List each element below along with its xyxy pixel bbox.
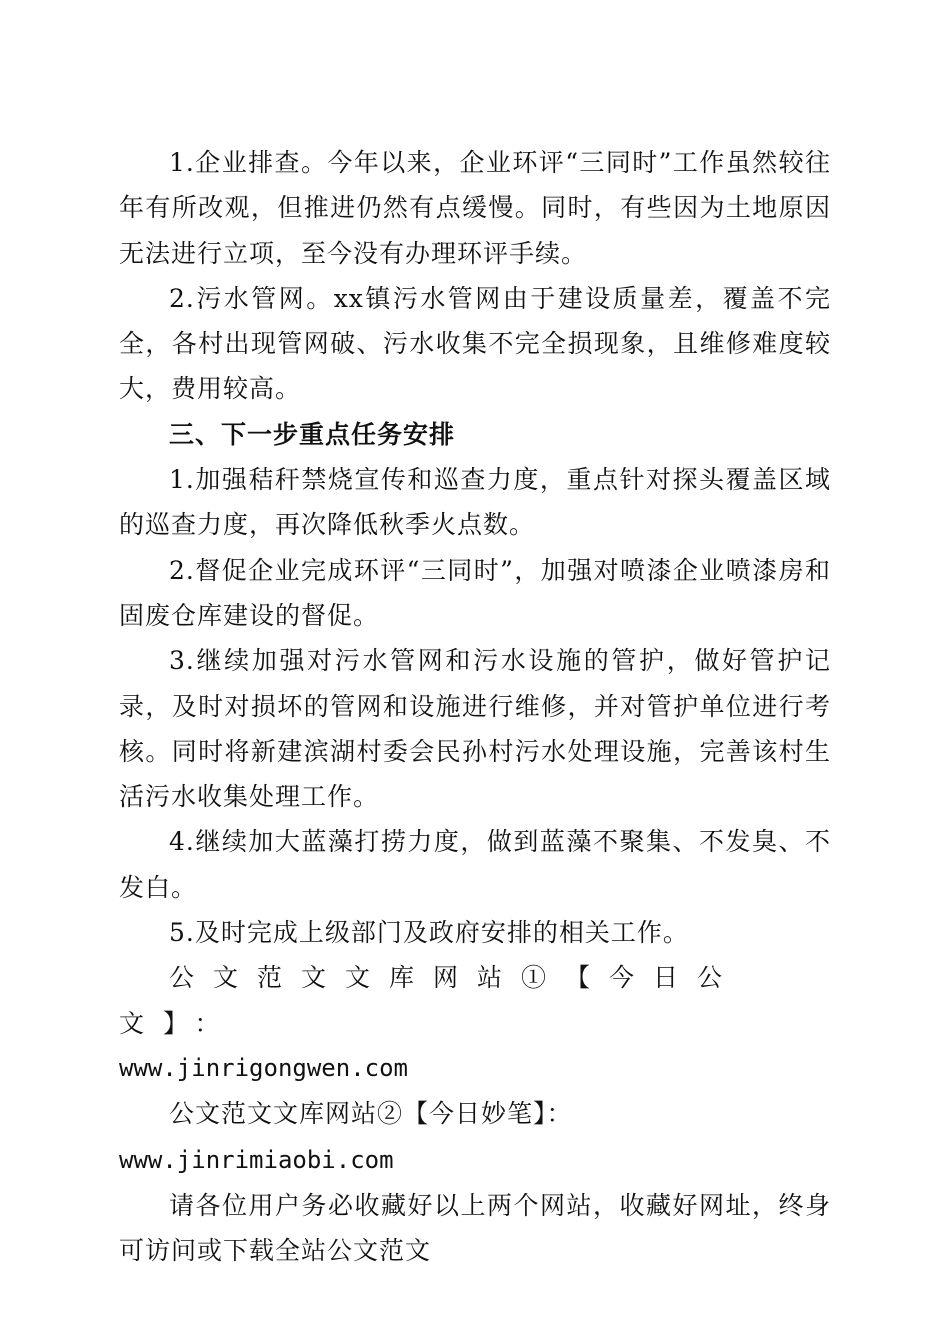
paragraph-task-4: 4.继续加大蓝藻打捞力度，做到蓝藻不聚集、不发臭、不发白。 (119, 827, 831, 902)
footer-site-2-url[interactable]: www.jinrimiaobi.com (119, 1145, 394, 1174)
footer-site-1-url[interactable]: www.jinrigongwen.com (119, 1053, 408, 1082)
footer-site-1 (119, 955, 831, 1046)
paragraph-task-2: 2.督促企业完成环评“三同时”，加强对喷漆企业喷漆房和固废仓库建设的督促。 (119, 555, 831, 630)
paragraph-task-5: 5.及时完成上级部门及政府安排的相关工作。 (169, 918, 689, 948)
footer-site-2-label: 公文范文文库网站②【今日妙笔】： (169, 1099, 573, 1129)
footer-site-1-label: 公文范文文库网站①【今日公文】 (119, 963, 742, 1038)
footer-site-1-separator: ： (194, 1008, 220, 1038)
footer-site-2 (119, 1091, 831, 1183)
document-page (119, 140, 831, 1273)
paragraph-enterprise-check: 1.企业排查。今年以来，企业环评“三同时”工作虽然较往年有所改观，但推进仍然有点缓慢。同时，有些因为土地原因无法进行立项，至今没有办理环评手续。 (119, 148, 831, 268)
paragraph-task-1: 1.加强秸秆禁烧宣传和巡查力度，重点针对探头覆盖区域的巡查力度，再次降低秋季火点数。 (119, 465, 831, 540)
footer-notice: 请各位用户务必收藏好以上两个网站，收藏好网址，终身可访问或下载全站公文范文 (119, 1190, 831, 1266)
section-heading-next-steps: 三、下一步重点任务安排 (169, 419, 456, 449)
paragraph-task-3: 3.继续加强对污水管网和污水设施的管护，做好管护记录，及时对损坏的管网和设施进行维修，并对管护单位进行考核。同时将新建滨湖村委会民孙村污水处理设施，完善该村生活污水收集处理工作。 (119, 646, 831, 812)
paragraph-sewage-network: 2.污水管网。xx镇污水管网由于建设质量差，覆盖不完全，各村出现管网破、污水收集不完全损现象，且维修难度较大，费用较高。 (119, 283, 831, 404)
